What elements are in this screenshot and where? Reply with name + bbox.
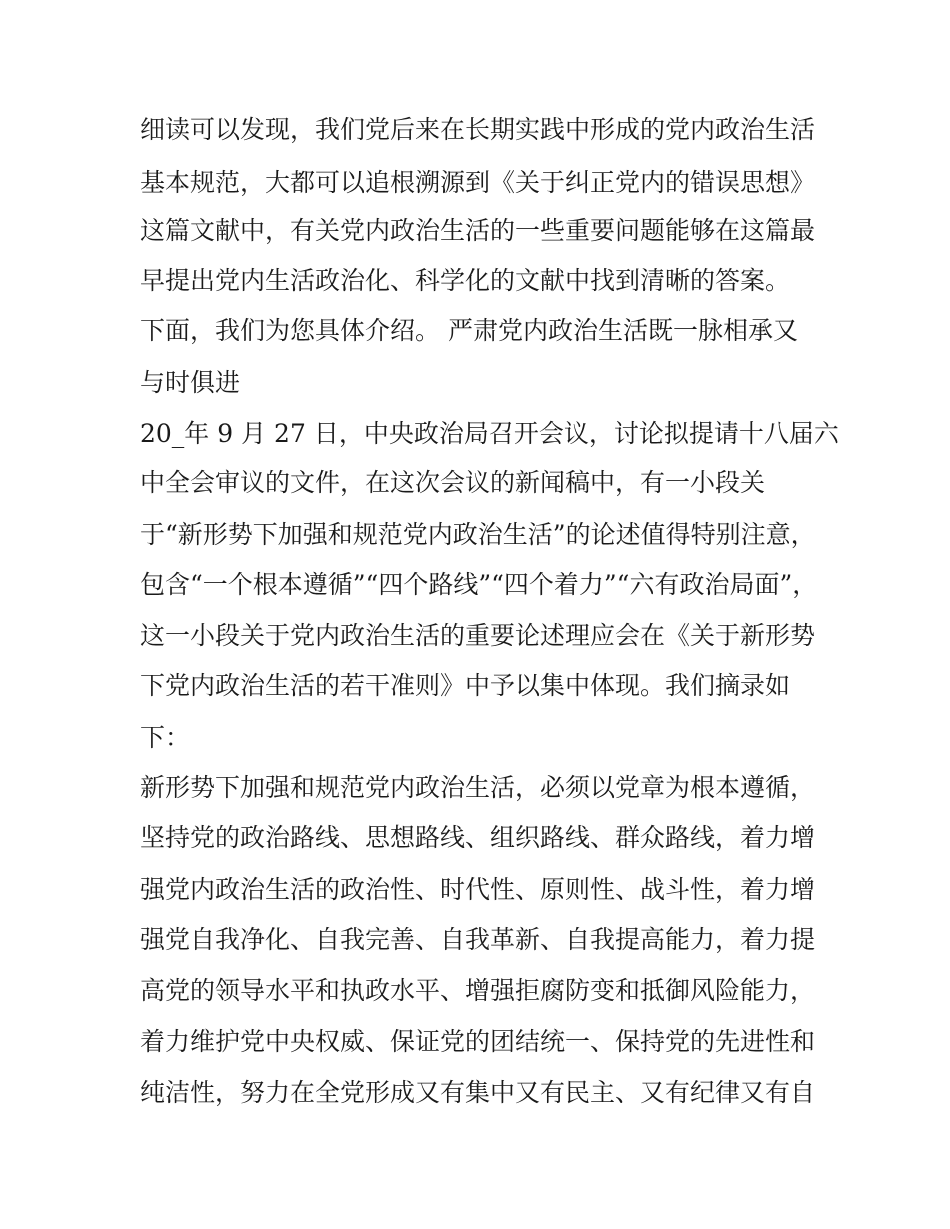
text-line: 中全会审议的文件，在这次会议的新闻稿中，有一小段关 [140,468,766,497]
text-line: 基本规范，大都可以追根溯源到《关于纠正党内的错误思想》 [140,168,816,197]
text-line: 细读可以发现，我们党后来在长期实践中形成的党内政治生活 [140,115,816,144]
text-line: 坚持党的政治路线、思想路线、组织路线、群众路线，着力增 [140,823,816,852]
text-line: 这篇文献中，有关党内政治生活的一些重要问题能够在这篇最 [140,216,816,245]
text-line: 20_年 9 月 27 日，中央政治局召开会议，讨论拟提请十八届六 [140,419,839,448]
text-line: 新形势下加强和规范党内政治生活，必须以党章为根本遵循， [140,773,816,802]
text-line: 下面，我们为您具体介绍。 严肃党内政治生活既一脉相承又 [140,316,798,345]
text-line: 下： [140,723,191,752]
text-line: 强党内政治生活的政治性、时代性、原则性、战斗性，着力增 [140,875,816,904]
text-line: 纯洁性，努力在全党形成又有集中又有民主、又有纪律又有自 [140,1078,816,1107]
text-line: 与时俱进 [140,368,241,397]
text-line: 包含“一个根本遵循”“四个路线”“四个着力”“六有政治局面”， [140,570,818,599]
text-line: 高党的领导水平和执政水平、增强拒腐防变和抵御风险能力， [140,976,816,1005]
text-line: 强党自我净化、自我完善、自我革新、自我提高能力，着力提 [140,925,816,954]
text-line: 于“新形势下加强和规范党内政治生活”的论述值得特别注意， [140,520,816,549]
text-line: 着力维护党中央权威、保证党的团结统一、保持党的先进性和 [140,1027,816,1056]
text-line: 这一小段关于党内政治生活的重要论述理应会在《关于新形势 [140,621,816,650]
text-line: 早提出党内生活政治化、科学化的文献中找到清晰的答案。 [140,266,791,295]
text-line: 下党内政治生活的若干准则》中予以集中体现。我们摘录如 [140,671,791,700]
